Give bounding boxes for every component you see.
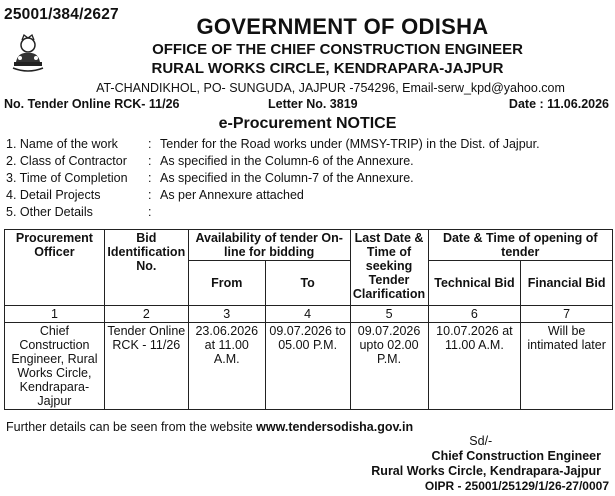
cell-bid-id: Tender Online RCK - 11/26 — [104, 323, 188, 410]
cell-financial: Will be intimated later — [521, 323, 613, 410]
cell-technical: 10.07.2026 at 11.00 A.M. — [428, 323, 521, 410]
column-number: 6 — [428, 306, 521, 323]
detail-label: 2. Class of Contractor — [6, 154, 127, 168]
signatory-office: Rural Works Circle, Kendrapara-Jajpur — [371, 464, 601, 478]
header-technical-bid: Technical Bid — [428, 261, 521, 306]
circle-name: RURAL WORKS CIRCLE, KENDRAPARA-JAJPUR — [151, 60, 504, 77]
signatory-title: Chief Construction Engineer — [431, 449, 601, 463]
detail-value: Tender for the Road works under (MMSY-TRIP) in the Dist. of Jajpur. — [160, 137, 540, 151]
header-opening: Date & Time of opening of tender — [428, 230, 612, 261]
letter-number: Letter No. 3819 — [268, 97, 358, 111]
notice-date: Date : 11.06.2026 — [508, 97, 609, 111]
detail-colon: : — [148, 188, 152, 202]
header-from: From — [188, 261, 265, 306]
office-address: AT-CHANDIKHOL, PO- SUNGUDA, JAJPUR -754296, Email-serw_kpd@yahoo.com — [96, 81, 565, 95]
detail-colon: : — [148, 205, 152, 219]
detail-colon: : — [148, 137, 152, 151]
signature-block — [371, 434, 601, 479]
table-row — [5, 323, 613, 410]
column-number-row — [5, 306, 613, 323]
oipr-number: OIPR - 25001/25129/1/26-27/0007 — [424, 479, 609, 493]
detail-colon: : — [148, 171, 152, 185]
website-link[interactable]: www.tendersodisha.gov.in — [256, 420, 414, 434]
further-details-note — [6, 420, 413, 434]
header-procurement-officer: Procurement Officer — [5, 230, 105, 306]
header-financial-bid: Financial Bid — [521, 261, 613, 306]
detail-value: As per Annexure attached — [160, 188, 304, 202]
page-title: GOVERNMENT OF ODISHA — [196, 14, 489, 39]
office-name: OFFICE OF THE CHIEF CONSTRUCTION ENGINEER — [152, 41, 523, 58]
detail-colon: : — [148, 154, 152, 168]
header-to: To — [265, 261, 350, 306]
detail-label: 3. Time of Completion — [6, 171, 128, 185]
cell-from: 23.06.2026 at 11.00 A.M. — [188, 323, 265, 410]
header-bid-identification: Bid Identification No. — [104, 230, 188, 306]
detail-label: 5. Other Details — [6, 205, 93, 219]
notice-title: e-Procurement NOTICE — [218, 115, 397, 132]
column-number: 3 — [188, 306, 265, 323]
column-number: 1 — [5, 306, 105, 323]
column-number: 4 — [265, 306, 350, 323]
detail-label: 1. Name of the work — [6, 137, 118, 151]
header-last-date: Last Date & Time of seeking Tender Clarification — [350, 230, 428, 306]
detail-label: 4. Detail Projects — [6, 188, 101, 202]
cell-last-date: 09.07.2026 upto 02.00 P.M. — [350, 323, 428, 410]
header-availability: Availability of tender On-line for bidding — [188, 230, 350, 261]
detail-value: As specified in the Column-6 of the Annexure. — [160, 154, 414, 168]
column-number: 2 — [104, 306, 188, 323]
cell-to: 09.07.2026 to 05.00 P.M. — [265, 323, 350, 410]
note-text: Further details can be seen from the website — [6, 420, 253, 434]
cell-officer: Chief Construction Engineer, Rural Works Circle, Kendrapara-Jajpur — [5, 323, 105, 410]
tender-number: No. Tender Online RCK- 11/26 — [4, 97, 180, 111]
column-number: 7 — [521, 306, 613, 323]
column-number: 5 — [350, 306, 428, 323]
tender-schedule-table — [4, 229, 613, 410]
signed-mark: Sd/- — [469, 434, 493, 448]
document-code: 25001/384/2627 — [4, 6, 119, 23]
detail-value: As specified in the Column-7 of the Annexure. — [160, 171, 414, 185]
